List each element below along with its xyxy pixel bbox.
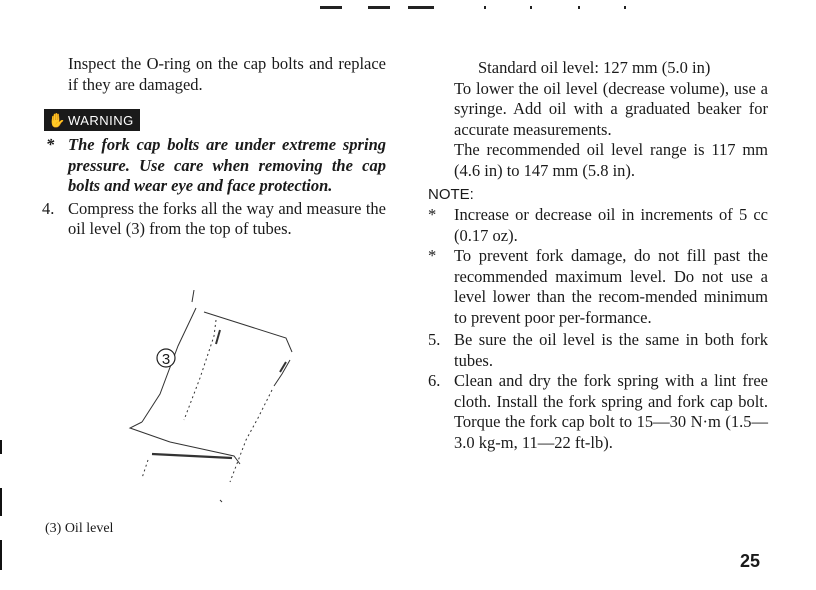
scan-edge-mark <box>0 488 2 516</box>
note-bullet: * <box>428 205 437 224</box>
note-text: Increase or decrease oil in increments of 5 cc (0.17 oz). <box>454 205 768 245</box>
step-4 <box>42 198 386 240</box>
note-bullet: * <box>428 246 437 265</box>
left-column <box>42 54 386 240</box>
fork-tube-drawing <box>130 290 292 502</box>
warning-label: WARNING <box>67 113 134 128</box>
step-5-text: Be sure the oil level is the same in both fork tubes. <box>454 330 768 370</box>
fork-oil-level-figure <box>120 290 320 515</box>
note-item-1 <box>428 205 768 246</box>
intro-paragraph: Inspect the O-ring on the cap bolts and replace if they are damaged. <box>68 54 386 94</box>
warning-badge <box>44 109 140 131</box>
callout-number: 3 <box>161 351 171 368</box>
recommended-range: The recommended oil level range is 117 mm (4.6 in) to 147 mm (5.8 in). <box>454 140 768 180</box>
step-6-number: 6. <box>428 371 441 390</box>
scan-edge-mark <box>0 540 2 570</box>
step-6 <box>428 371 768 453</box>
note-heading: NOTE: <box>428 186 474 203</box>
note-text: To prevent fork damage, do not fill past the recommended maximum level. Do not use a level lower than the recom-mended minimum to prevent poor per-formance. <box>454 246 768 327</box>
step-5-number: 5. <box>428 330 441 349</box>
step-5 <box>428 330 768 371</box>
step-4-number: 4. <box>42 198 55 218</box>
warning-text: The fork cap bolts are under extreme spring pressure. Use care when removing the cap bolts and wear eye and face protection. <box>68 135 386 195</box>
right-column <box>428 58 768 453</box>
lower-oil-instructions: To lower the oil level (decrease volume), use a syringe. Add oil with a graduated beaker for accurate measurements. <box>454 78 768 139</box>
note-item-2 <box>428 246 768 328</box>
warning-item <box>46 135 386 197</box>
standard-oil-level: Standard oil level: 127 mm (5.0 in) <box>478 58 711 77</box>
scan-edge-mark <box>0 440 2 454</box>
top-edge-marks <box>0 0 816 10</box>
page-number: 25 <box>740 551 761 571</box>
hand-warning-icon: ✋ <box>48 112 66 128</box>
step-4-text: Compress the forks all the way and measure the oil level (3) from the top of tubes. <box>68 198 386 238</box>
figure-caption: (3) Oil level <box>45 521 114 536</box>
warning-bullet: * <box>46 135 55 154</box>
step-6-text: Clean and dry the fork spring with a lint free cloth. Install the fork spring and fork cap bolt. Torque the fork cap bolt to 15—30 N·m (1.5—3.0 kg-m, 11—22 ft-lb). <box>454 371 768 452</box>
